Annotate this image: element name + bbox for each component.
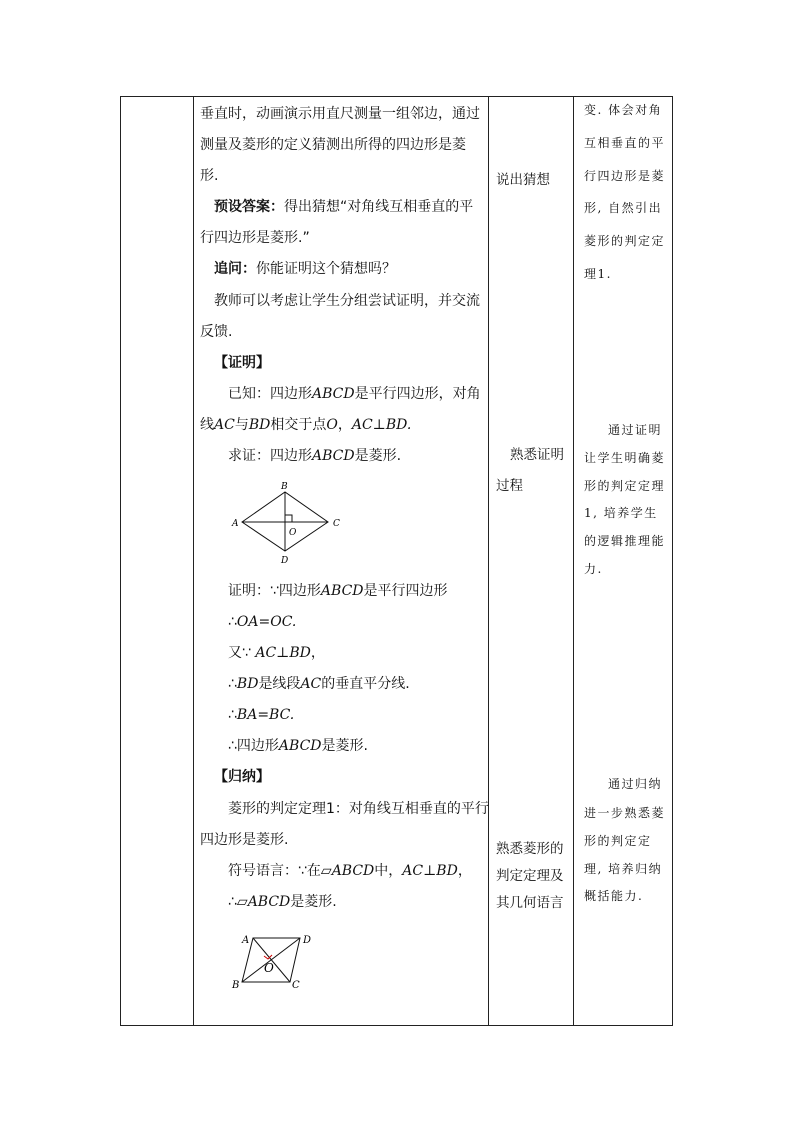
- label-B: B: [281, 482, 288, 492]
- intent-line: 力.: [584, 562, 603, 576]
- activity-cell: 熟悉菱形的: [496, 841, 564, 857]
- label-D: D: [303, 935, 312, 946]
- label-A: A: [242, 935, 250, 946]
- intent-line: 概括能力.: [584, 889, 644, 903]
- label-B: B: [232, 980, 240, 991]
- given-line: 线AC与BD相交于点O，AC⊥BD.: [200, 417, 412, 433]
- column-divider: [488, 97, 489, 1025]
- summary-heading: 【归纳】: [214, 769, 270, 785]
- theorem-line: 四边形是菱形.: [200, 832, 289, 848]
- intent-line: 的逻辑推理能: [584, 534, 666, 548]
- activity-cell: 熟悉证明: [510, 447, 564, 463]
- label-C: C: [333, 519, 340, 529]
- intent-line: 变. 体会对角: [584, 103, 663, 117]
- label-O: O: [264, 961, 274, 975]
- prove-line: 求证：四边形ABCD是菱形.: [228, 448, 402, 464]
- intent-line: 形的判定定理: [584, 479, 666, 493]
- answer-label: 预设答案：: [214, 199, 284, 215]
- intent-line: 1, 培养学生: [584, 506, 658, 520]
- label-O: O: [289, 528, 297, 538]
- intent-line: 通过归纳: [608, 777, 663, 791]
- text-line: 反馈.: [200, 324, 233, 340]
- text-line: 形.: [200, 168, 219, 184]
- intent-line: 通过证明: [608, 423, 663, 437]
- activity-cell: 说出猜想: [496, 172, 550, 188]
- activity-cell: 其几何语言: [496, 895, 564, 911]
- label-C: C: [292, 980, 300, 991]
- text-line: 行四边形是菱形.”: [200, 230, 310, 246]
- question-line: 追问：你能证明这个猜想吗？: [214, 261, 396, 277]
- question-label: 追问：: [214, 261, 256, 277]
- rhombus-figure: [228, 478, 358, 568]
- column-divider: [573, 97, 574, 1025]
- intent-line: 理1.: [584, 267, 612, 281]
- proof-line: 又∵ AC⊥BD，: [228, 645, 325, 661]
- answer-line: 预设答案：得出猜想“对角线互相垂直的平: [214, 199, 474, 215]
- intent-line: 理, 培养归纳: [584, 862, 663, 876]
- intent-line: 形的判定定: [584, 834, 652, 848]
- theorem-line: 菱形的判定定理1：对角线互相垂直的平行: [228, 801, 489, 817]
- proof-line: ∴BA=BC.: [228, 707, 295, 723]
- label-D: D: [281, 556, 289, 566]
- symbolic-line: ∴▱ABCD是菱形.: [228, 894, 337, 910]
- proof-line: ∴BD是线段AC的垂直平分线.: [228, 676, 410, 692]
- proof-line: 证明：∵四边形ABCD是平行四边形: [228, 583, 448, 599]
- intent-line: 菱形的判定定: [584, 234, 666, 248]
- text-line: 教师可以考虑让学生分组尝试证明，并交流: [214, 293, 480, 309]
- parallelogram-figure: [228, 928, 328, 996]
- text-line: 垂直时，动画演示用直尺测量一组邻边，通过: [200, 106, 480, 122]
- intent-line: 让学生明确菱: [584, 451, 666, 465]
- text-line: 测量及菱形的定义猜测出所得的四边形是菱: [200, 137, 466, 153]
- intent-line: 进一步熟悉菱: [584, 806, 666, 820]
- intent-line: 行四边形是菱: [584, 169, 666, 183]
- activity-cell: 判定定理及: [496, 868, 564, 884]
- proof-line: ∴OA=OC.: [228, 614, 297, 630]
- proof-line: ∴四边形ABCD是菱形.: [228, 738, 368, 754]
- given-line: 已知：四边形ABCD是平行四边形，对角: [228, 386, 481, 402]
- activity-cell: 过程: [496, 478, 523, 494]
- symbolic-line: 符号语言：∵在▱ABCD中，AC⊥BD，: [228, 863, 472, 879]
- intent-line: 形, 自然引出: [584, 201, 663, 215]
- intent-line: 互相垂直的平: [584, 136, 666, 150]
- proof-heading: 【证明】: [214, 355, 270, 371]
- label-A: A: [232, 519, 239, 529]
- column-divider: [193, 97, 194, 1025]
